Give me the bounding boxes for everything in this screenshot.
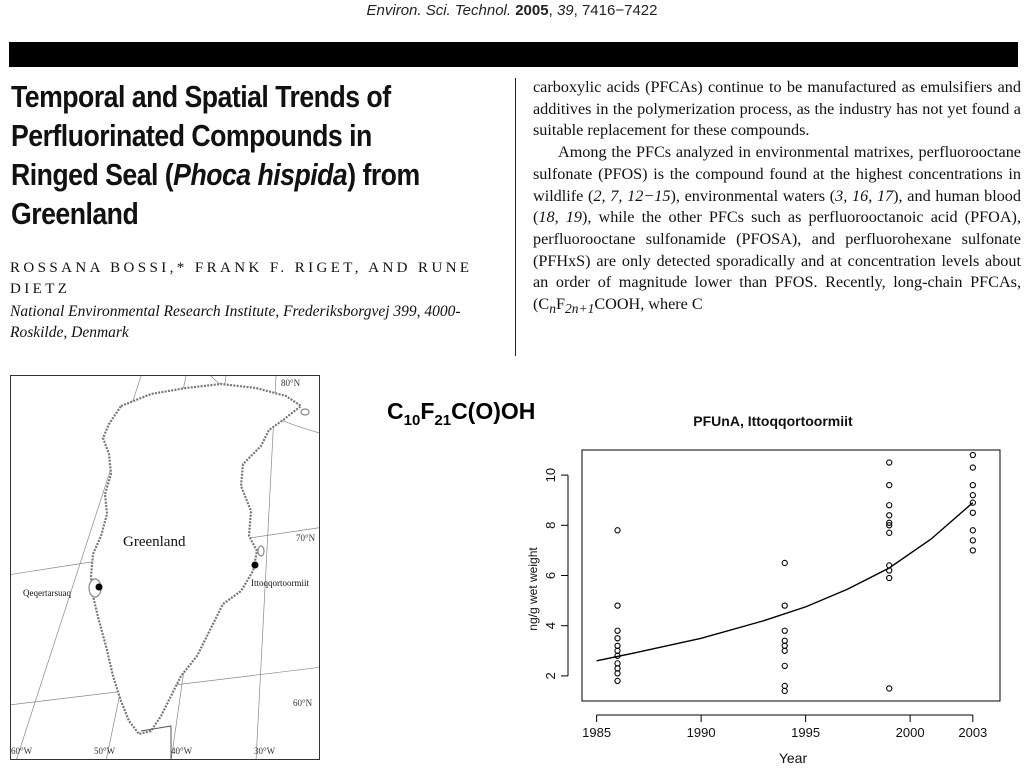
data-point <box>970 548 975 553</box>
lat-label-80: 80°N <box>281 378 301 388</box>
lon-label-30: 30°W <box>254 746 276 756</box>
trend-curve <box>597 503 973 661</box>
data-point <box>887 503 892 508</box>
author-list: ROSSANA BOSSI,* FRANK F. RIGET, AND RUNE DIETZ <box>10 260 473 297</box>
data-point <box>615 661 620 666</box>
site-label-east: Ittoqqortoormiit <box>251 578 309 588</box>
data-point <box>970 465 975 470</box>
paragraph-1: carboxylic acids (PFCAs) continue to be manufactured as emulsifiers and additives in the polymerization process, as the industry has not yet found a suitable replacement for these compounds. <box>533 78 1021 140</box>
data-point <box>615 648 620 653</box>
site-label-west: Qeqertarsuaq <box>23 588 71 598</box>
data-point <box>615 671 620 676</box>
formula-c-subscript: 10 <box>403 412 421 429</box>
paragraph-2-text-b: ), environmental waters ( <box>670 186 836 205</box>
data-point <box>615 678 620 683</box>
data-point <box>782 638 787 643</box>
lon-label-50: 50°W <box>94 746 116 756</box>
journal-reference: Environ. Sci. Technol. 2005, 39, 7416−7422 <box>366 2 658 19</box>
data-point <box>887 513 892 518</box>
article-title <box>11 77 432 233</box>
paragraph-2-text-d: ), while the other PFCs such as perfluorooctanoic acid (PFOA), perfluorooctane sulfonamide (PFOSA), and perfluorohexane sulfonate (PFHxS) are only detected sporadically and at concentration levels about an order of magnitude lower than PFOS. Recently, long-chain PFCAs, (C <box>533 208 1021 314</box>
author-affiliation: National Environmental Research Institute, Frederiksborgvej 399, 4000-Roskilde, Denmark <box>10 303 461 341</box>
citation-ref: 18, 19 <box>538 208 582 227</box>
y-tick-label: 8 <box>543 521 558 529</box>
citation-ref: 2, 7, 12−15 <box>593 186 671 205</box>
site-marker-ittoqqortoormiit <box>252 562 259 569</box>
data-point <box>615 528 620 533</box>
data-point <box>970 493 975 498</box>
body-text-column <box>533 77 1021 320</box>
data-point <box>782 603 787 608</box>
y-tick-label: 10 <box>543 467 558 483</box>
formula-f: F <box>420 398 435 424</box>
lon-label-60: 60°W <box>11 746 33 756</box>
title-species: Phoca hispida <box>173 157 348 192</box>
y-tick-label: 4 <box>543 622 558 630</box>
data-point <box>615 643 620 648</box>
data-point <box>615 636 620 641</box>
data-point <box>782 683 787 688</box>
lon-label-40: 40°W <box>171 746 193 756</box>
greenland-landmass <box>91 384 301 734</box>
data-point <box>887 575 892 580</box>
paragraph-2 <box>533 142 1021 320</box>
title-text-2: ) from Greenland <box>11 157 420 231</box>
greenland-map-graphic <box>11 376 320 760</box>
x-axis-label: Year <box>778 750 808 766</box>
chemical-formula <box>387 398 535 429</box>
journal-pages: 7416−7422 <box>581 2 658 19</box>
formula-c: C <box>387 398 404 424</box>
data-point <box>782 643 787 648</box>
data-point <box>782 688 787 693</box>
data-point <box>782 648 787 653</box>
lat-label-60: 60°N <box>293 698 313 708</box>
island <box>301 409 309 415</box>
x-tick-label: 1990 <box>686 725 716 740</box>
data-point <box>887 460 892 465</box>
greenland-map <box>10 375 320 760</box>
journal-name: Environ. Sci. Technol. <box>366 2 512 19</box>
lat-label-70: 70°N <box>296 533 316 543</box>
paragraph-2-text-g: COOH, where C <box>594 295 703 314</box>
subscript-2n1: 2n+1 <box>564 301 595 317</box>
x-tick-label: 1995 <box>791 725 821 740</box>
pfuna-scatter-plot <box>520 405 1020 768</box>
data-point <box>970 452 975 457</box>
x-tick-label: 2000 <box>895 725 925 740</box>
data-point <box>782 628 787 633</box>
plot-svg <box>520 405 1020 768</box>
formula-rest: C(O)OH <box>451 398 536 424</box>
column-divider <box>515 78 516 356</box>
paragraph-2-text-c: ), and human blood ( <box>533 186 1021 227</box>
data-point <box>782 663 787 668</box>
data-point <box>887 686 892 691</box>
data-point <box>887 530 892 535</box>
y-tick-label: 2 <box>543 672 558 680</box>
paragraph-2-text-a: Among the PFCs analyzed in environmental matrixes, perfluorooctane sulfonate (PFOS) is the compound found at the highest concentrations in wildlife ( <box>533 143 1021 205</box>
y-axis-label: ng/g wet weight <box>526 547 540 631</box>
subscript-n: n <box>549 301 556 317</box>
island <box>258 546 264 556</box>
data-point <box>970 483 975 488</box>
data-point <box>970 528 975 533</box>
site-marker-qeqertarsuaq <box>96 584 103 591</box>
data-point <box>615 603 620 608</box>
paragraph-2-text-f: F <box>555 295 565 314</box>
data-point <box>615 628 620 633</box>
x-tick-label: 1985 <box>582 725 612 740</box>
citation-ref: 3, 16, 17 <box>835 186 894 205</box>
y-tick-label: 6 <box>543 571 558 580</box>
data-point <box>970 500 975 505</box>
data-point <box>615 666 620 671</box>
data-point <box>970 538 975 543</box>
journal-volume: 39 <box>556 2 574 19</box>
data-point <box>782 560 787 565</box>
title-text-1: Temporal and Spatial Trends of Perfluorinated Compounds in Ringed Seal ( <box>11 79 391 192</box>
formula-f-subscript: 21 <box>434 412 452 429</box>
chart-title: PFUnA, Ittoqqortoormiit <box>693 413 853 429</box>
country-label: Greenland <box>123 534 186 550</box>
plot-frame <box>582 450 1000 701</box>
journal-year: 2005 <box>515 2 549 19</box>
header-rule-bar <box>9 42 1018 67</box>
data-point <box>887 483 892 488</box>
x-tick-label: 2003 <box>958 725 988 740</box>
data-point <box>970 510 975 515</box>
